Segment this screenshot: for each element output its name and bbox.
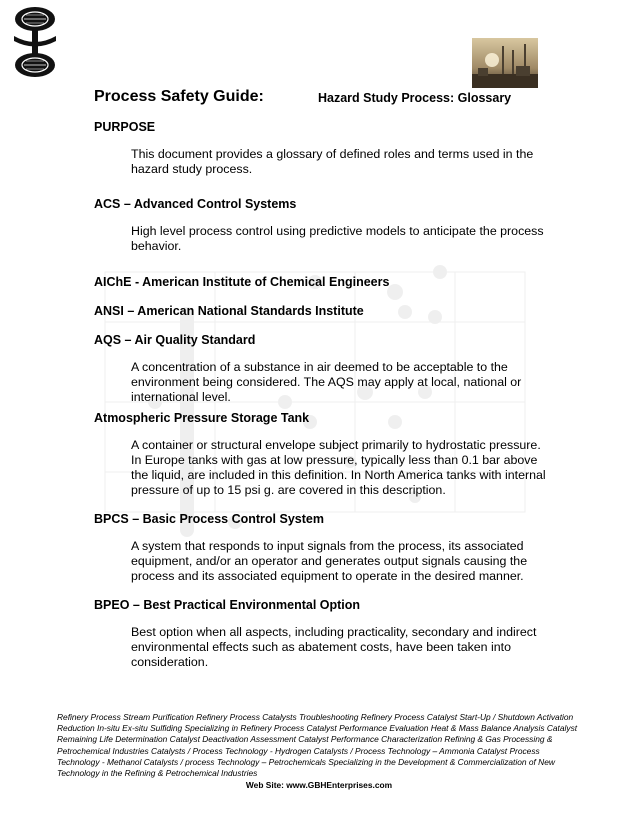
term-ansi — [94, 304, 554, 319]
term-heading: AIChE - American Institute of Chemical Engineers — [94, 275, 390, 289]
section-heading: PURPOSE — [94, 120, 156, 134]
term-definition: Best option when all aspects, including practicality, secondary and indirect environmental effects such as abatement costs, have been taken into consideration. — [131, 625, 537, 669]
term-definition: A concentration of a substance in air deemed to be acceptable to the environment being considered. The AQS may apply at local, national or international level. — [131, 360, 522, 404]
term-heading: ANSI – American National Standards Institute — [94, 304, 364, 318]
company-logo — [12, 6, 58, 78]
document-subtitle: Hazard Study Process: Glossary — [318, 91, 512, 105]
refinery-photo — [472, 38, 538, 88]
term-acs — [94, 197, 554, 254]
footer-services-text: Refinery Process Stream Purification Refinery Process Catalysts Troubleshooting Refinery Process Catalyst Start-Up / Shutdown Activation Reduction In-situ Ex-situ Sulfiding Specializing in Refinery Process Catalyst Performance Evaluation Heat & Mass Balance Analysis Catalyst Remaining Life Determination Catalyst Deactivation Assessment Catalyst Performance Characterization Refining & Gas Processing & Petrochemical Industries Catalysts / Process Technology - Hydrogen Catalysts / Process Technology – Ammonia Catalyst Process Technology - Methanol Catalysts / process Technology – Petrochemicals Specializing in the Development & Commercialization of New Technology in the Refining & Petrochemical Industries — [57, 712, 578, 779]
term-definition: High level process control using predictive models to anticipate the process behavior. — [131, 224, 544, 253]
term-heading: BPEO – Best Practical Environmental Option — [94, 598, 361, 612]
section-body: This document provides a glossary of defined roles and terms used in the hazard study process. — [131, 147, 534, 176]
footer-website: Web Site: www.GBHEnterprises.com — [245, 780, 393, 790]
term-definition: A container or structural envelope subject primarily to hydrostatic pressure. In Europe tanks with gas at low pressure, typically less than 0.1 bar above the liquid, are included in this definition. In North America tanks with internal pressure of up to 15 psi g. are covered in this description. — [131, 438, 546, 497]
term-aqs — [94, 333, 554, 405]
term-bpeo — [94, 598, 554, 670]
glossary-content — [94, 120, 554, 670]
term-heading: ACS – Advanced Control Systems — [94, 197, 297, 211]
term-bpcs — [94, 512, 554, 584]
section-purpose — [94, 120, 554, 177]
term-aiche — [94, 275, 554, 290]
term-heading: BPCS – Basic Process Control System — [94, 512, 324, 526]
term-definition: A system that responds to input signals from the process, its associated equipment, and/or an operator and generates output signals causing the process and its associated equipment to operate in the desired manner. — [131, 539, 528, 583]
term-heading: Atmospheric Pressure Storage Tank — [94, 411, 310, 425]
term-atmospheric-tank — [94, 411, 554, 498]
term-heading: AQS – Air Quality Standard — [94, 333, 256, 347]
document-title: Process Safety Guide: — [94, 88, 264, 105]
